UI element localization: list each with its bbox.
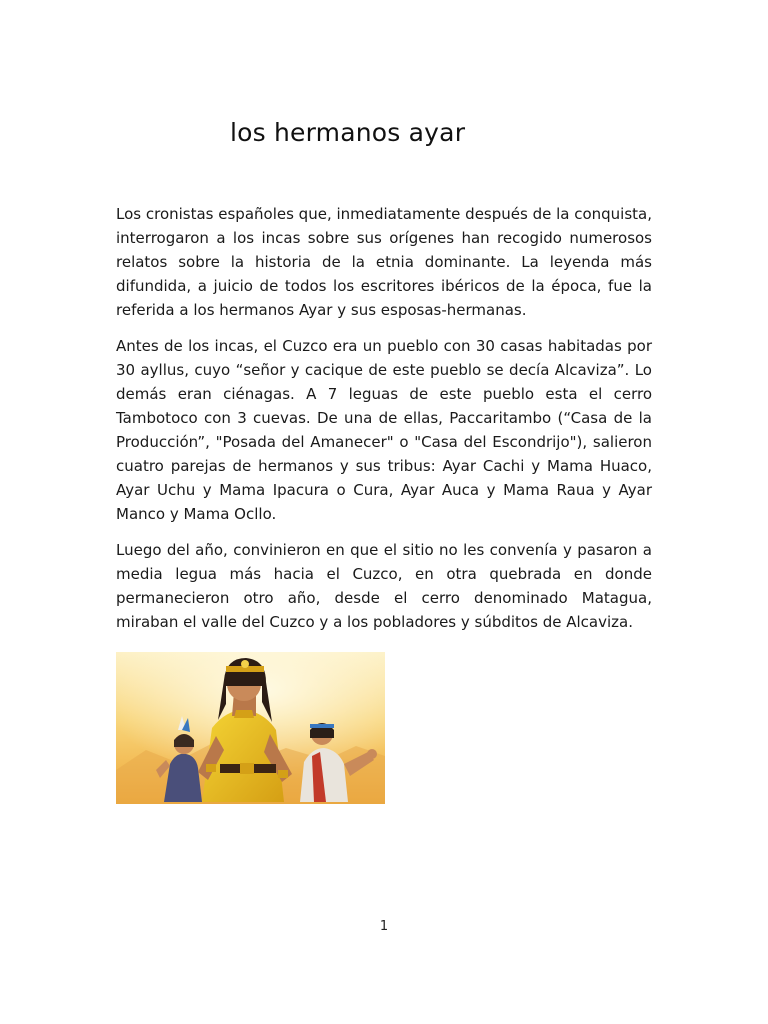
paragraph-2: Antes de los incas, el Cuzco era un pueblo con 30 casas habitadas por 30 ayllus, cuyo “señor y cacique de este pueblo se decía Alcaviza”. Lo demás eran ciénagas. A 7 leguas de este pueblo esta el cerro Tambotoco con 3 cuevas. De una de ellas, Paccaritambo (“Casa de la Producción”, "Posada del Amanecer" o "Casa del Escondrijo"), salieron cuatro parejas de hermanos y sus tribus: Ayar Cachi y Mama Huaco, Ayar Uchu y Mama Ipacura o Cura, Ayar Auca y Mama Raua y Ayar Manco y Mama Ocllo. xyxy=(116,337,652,523)
illustration-drawing xyxy=(116,652,385,804)
page-title: los hermanos ayar xyxy=(230,118,466,147)
paragraph-1: Los cronistas españoles que, inmediatamente después de la conquista, interrogaron a los incas sobre sus orígenes han recogido numerosos relatos sobre la historia de la etnia dominante. La leyenda más difundida, a juicio de todos los escritores ibéricos de la época, fue la referida a los hermanos Ayar y sus esposas-hermanas. xyxy=(116,205,653,319)
body-text xyxy=(116,202,652,646)
paragraph-3: Luego del año, convinieron en que el sitio no les convenía y pasaron a media legua más hacia el Cuzco, en otra quebrada en donde permanecieron otro año, desde el cerro denominado Matagua, miraban el valle del Cuzco y a los pobladores y súbditos de Alcaviza. xyxy=(116,541,652,631)
page-number: 1 xyxy=(379,919,389,934)
illustration-hermanos-ayar xyxy=(116,652,385,804)
